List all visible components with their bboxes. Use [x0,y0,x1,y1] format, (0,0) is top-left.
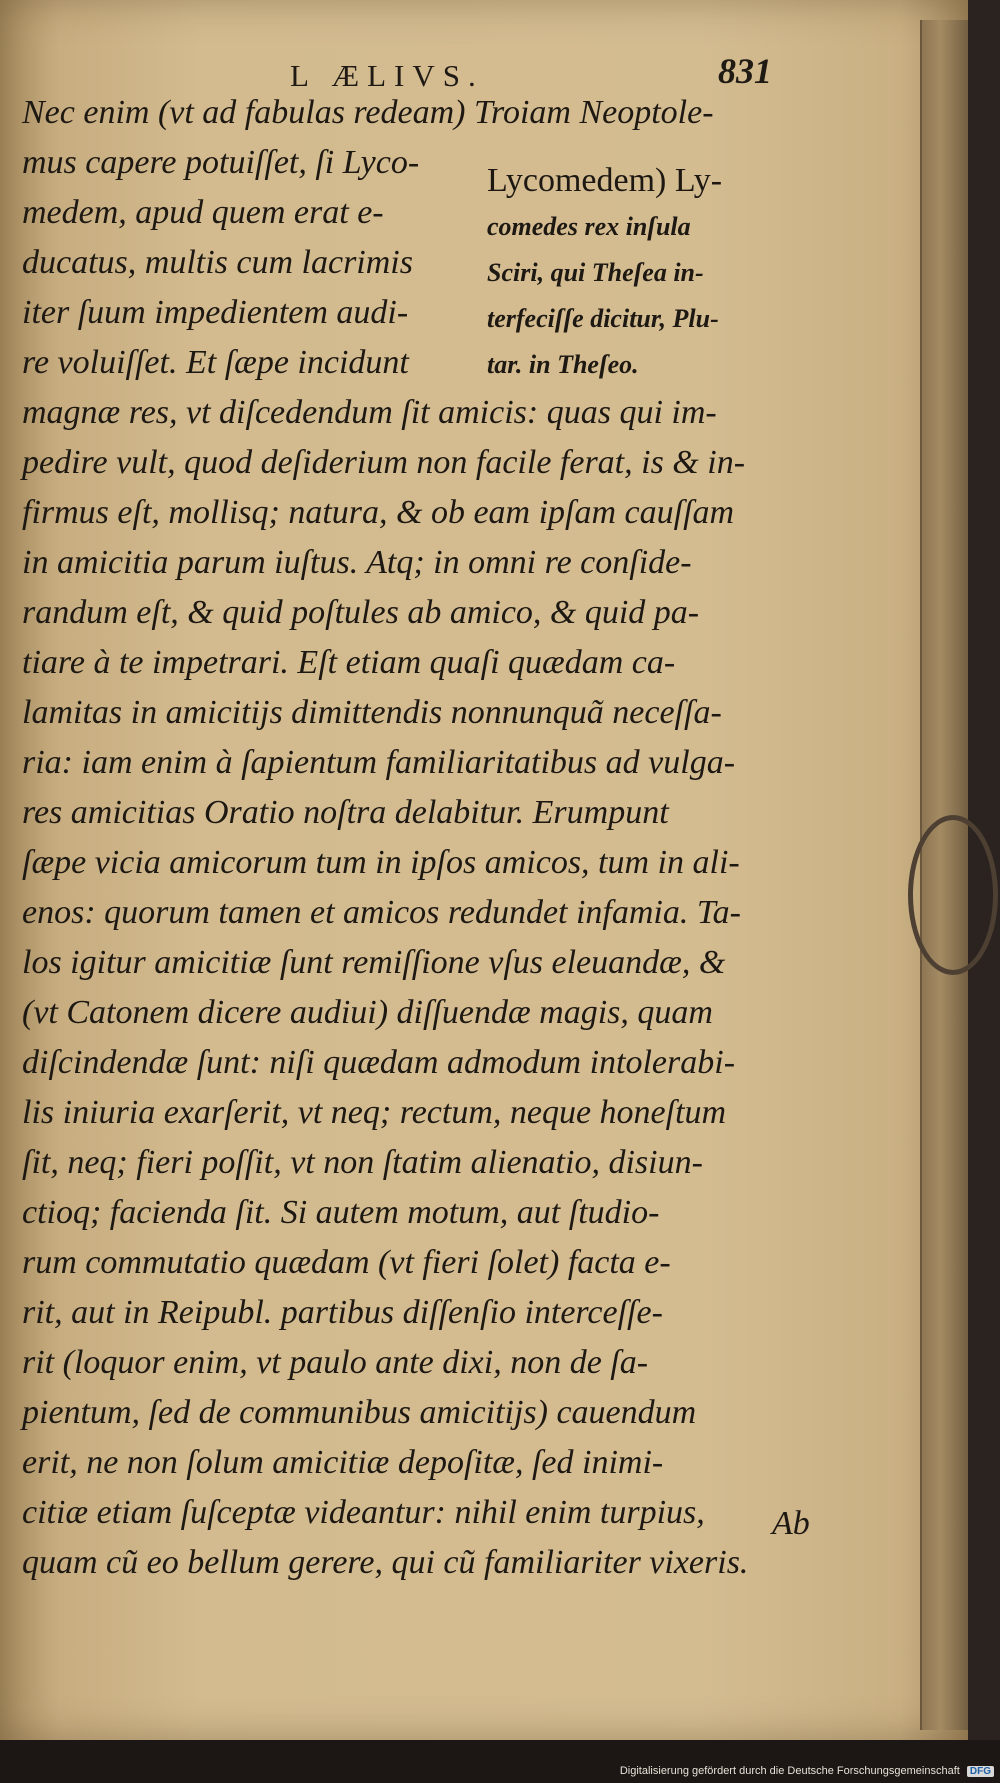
footer-bar [0,1740,1000,1783]
page-number: 831 [718,51,772,91]
text-line: iter ſuum impedientem audi- [22,294,409,331]
text-line: lis iniuria exarſerit, vt neq; rectum, neque honeſtum [22,1094,727,1131]
text-line: Nec enim (vt ad fabulas redeam) Troiam Neoptole- [22,94,714,131]
text-line: lamitas in amicitijs dimittendis nonnunquã neceſſa- [22,694,722,731]
text-line: erit, ne non ſolum amicitiæ depoſitæ, ſed inimi- [22,1444,664,1481]
catchword: Ab [772,1505,810,1542]
text-line: rit (loquor enim, vt paulo ante dixi, non de ſa- [22,1344,649,1381]
note-line: Lycomedem) Ly- [487,162,723,199]
text-line: ducatus, multis cum lacrimis [22,244,413,281]
note-line: tar. in Theſeo. [487,350,639,379]
text-line: citiæ etiam ſuſceptæ videantur: nihil enim turpius, [22,1494,705,1531]
text-line: randum eſt, & quid poſtules ab amico, & quid pa- [22,594,700,631]
text-line: quam cũ eo bellum gerere, qui cũ familiariter vixeris. [22,1544,749,1581]
text-line: ria: iam enim à ſapientum familiaritatibus ad vulga- [22,744,736,781]
credit-text: Digitalisierung gefördert durch die Deutsche Forschungsgemeinschaft [619,1765,960,1777]
text-line: medem, apud quem erat e- [22,194,384,231]
clasp-ring [908,815,998,975]
text-line: pedire vult, quod deſiderium non facile ferat, is & in- [22,444,746,481]
text-line: rit, aut in Reipubl. partibus diſſenſio interceſſe- [22,1294,663,1331]
text-line: re voluiſſet. Et ſæpe incidunt [22,344,409,381]
dfg-logo: DFG [967,1766,994,1777]
funding-credit [620,1765,994,1777]
text-line: (vt Catonem dicere audiui) diſſuendæ magis, quam [22,994,713,1031]
text-line: pientum, ſed de communibus amicitijs) cauendum [22,1394,697,1431]
text-line: magnæ res, vt diſcedendum ſit amicis: quas qui im- [22,394,717,431]
running-head-title: L ÆLIVS. [290,58,484,93]
note-line: terfeciſſe dicitur, Plu- [487,304,719,333]
text-line: ſit, neq; fieri poſſit, vt non ſtatim alienatio, disiun- [22,1144,703,1181]
text-line: tiare à te impetrari. Eſt etiam quaſi quædam ca- [22,644,676,681]
text-line: ſæpe vicia amicorum tum in ipſos amicos, tum in ali- [22,844,740,881]
text-line: in amicitia parum iuſtus. Atq; in omni re conſide- [22,544,692,581]
text-line: res amicitias Oratio noſtra delabitur. Erumpunt [22,794,669,831]
note-line: comedes rex inſula [487,212,691,241]
text-line: ctioq; facienda ſit. Si autem motum, aut ſtudio- [22,1194,660,1231]
text-line: mus capere potuiſſet, ſi Lyco- [22,144,420,181]
text-line: firmus eſt, mollisq; natura, & ob eam ipſam cauſſam [22,494,735,531]
text-line: rum commutatio quædam (vt fieri ſolet) facta e- [22,1244,671,1281]
marginal-note [487,158,822,388]
text-line: enos: quorum tamen et amicos redundet infamia. Ta- [22,894,741,931]
note-line: Sciri, qui Theſea in- [487,258,704,287]
text-line: diſcindendæ ſunt: niſi quædam admodum intolerabi- [22,1044,736,1081]
text-line: los igitur amicitiæ ſunt remiſſione vſus eleuandæ, & [22,944,726,981]
